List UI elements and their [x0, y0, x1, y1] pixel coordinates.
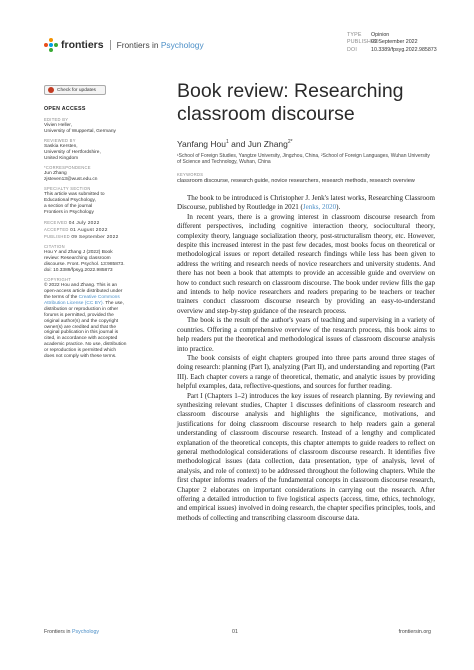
affiliations: ¹School of Foreign Studies, Yangtze University, Jingzhou, China, ²School of Foreign Languages, Wuhan University of Science and Technology, Wuhan, China — [177, 153, 430, 166]
copyright-line: or reproduction is permitted which — [44, 348, 116, 354]
article-header — [177, 76, 435, 185]
logo-divider — [110, 40, 111, 50]
correspondent-name: Jun Zhang — [44, 171, 67, 177]
citation-line: Hou Y and Zhang J (2022) Book — [44, 250, 113, 256]
author-name[interactable]: Yanfang Hou — [177, 139, 226, 149]
editor-name: Vivien Heller, — [44, 122, 72, 128]
meta-type: TYPE Opinion — [347, 32, 390, 38]
frontiers-logo[interactable] — [44, 38, 204, 52]
specialty-line: This article was submitted to — [44, 192, 105, 198]
body-paragraph: Part I (Chapters 1–2) introduces the key issues of research planning. By reviewing and synthesizing relevant studies, Chapter 1 discusses definitions of classroom research and classroom discourse analysis and highlights the significance, motivations, and justifications for doing classroom discourse research to help readers gain a general understanding of classroom discourse research. Instead of a lengthy and complicated explanation of the theoretical concepts, this chapter attempts to guide readers to reflect on general methodological considerations of classroom discourse research. It identifies five methodological issues (data collection, data presentation, type of analysis, level of analysis, and role of context) to be addressed throughout the following chapters. While the first chapter informs readers of the fundamental concepts in classroom discourse research, Chapter 2 elaborates on important considerations in carrying out the research. After offering a detailed introduction to five logistical aspects (access, time, ethics, technology, and empirical issues) involved in doing research, the chapter specifies principles, tools, and methods of collecting and transcribing classroom discourse data. — [177, 391, 435, 522]
copyright-line: cited, in accordance with accepted — [44, 336, 118, 342]
copyright-line: original author(s) and the copyright — [44, 318, 119, 324]
meta-published: PUBLISHED09 September 2022 — [347, 39, 418, 46]
body-paragraph: The book to be introduced is Christopher J. Jenk's latest works, Researching Classroom Discourse, published by Routledge in 2021 (Jenks, 2020). — [177, 194, 435, 212]
editor-affiliation: University of Wuppertal, Germany — [44, 128, 116, 134]
copyright-line: distribution or reproduction in other — [44, 306, 119, 312]
logo-wordmark: frontiers — [61, 39, 104, 51]
body-paragraph: In recent years, there is a growing interest in classroom discourse research from different perspectives, including cognitive interaction theory, sociocultural theory, complexity theory, language socialization theory, post-structuralism theory, etc. However, despite this increased interest in the past few decades, most books focus on theoretical or methodological issues or report detailed research findings while less has been given to address the writing and research needs of novice researchers and university students. And there has not been a book that attempts to provide an accessible guide and overview on how to conduct such research on classroom discourse. The book under review fills the gap and intends to help novice researchers and readers preparing to be teachers or teacher trainers conduct classroom discourse research by providing an easy-to-understand overview and step-by-step guidance of the research process. — [177, 212, 435, 315]
copyright-line: open-access article distributed under — [44, 289, 123, 295]
page-number: 01 — [232, 629, 238, 635]
copyright-heading: COPYRIGHT — [44, 277, 72, 283]
keywords-heading: KEYWORDS — [177, 172, 204, 178]
meta-doi: DOI 10.3389/fpsyg.2022.985873 — [347, 46, 437, 53]
edited-by-heading: EDITED BY — [44, 116, 69, 122]
citation-link[interactable]: Jenks, 2020 — [302, 203, 337, 212]
article-body — [177, 194, 435, 523]
frontiers-logo-icon — [44, 38, 58, 52]
reviewer-line: University of Hertfordshire, — [44, 149, 101, 155]
check-for-updates-button[interactable] — [44, 85, 106, 95]
copyright-line: the terms of the Creative Commons — [44, 294, 120, 300]
copyright-line: forums is permitted, provided the — [44, 312, 114, 318]
citation-line: review: Researching classroom — [44, 256, 111, 262]
specialty-line: Frontiers in Psychology — [44, 210, 94, 216]
specialty-section-heading: SPECIALTY SECTION — [44, 186, 91, 192]
footer-journal: Frontiers in Psychology — [44, 629, 100, 635]
copyright-line: does not comply with these terms. — [44, 354, 117, 360]
author-name[interactable]: Jun Zhang — [247, 139, 288, 149]
cc-license-link[interactable]: Creative Commons — [78, 294, 120, 300]
citation-line: doi: 10.3389/fpsyg.2022.985873 — [44, 267, 113, 273]
dates-block: RECEIVED 04 July 2022 ACCEPTED 01 August 2022 PUBLISHED 09 September 2022 — [44, 220, 119, 240]
body-paragraph: The book consists of eight chapters grouped into three parts around three stages of doing research: planning (Part I), analyzing (Part II), and understanding and reporting (Part III). Each chapter covers a range of theoretical, thematic, and analytic issues by providing helpful examples, data, reflective-questions, and sources for further reading. — [177, 353, 435, 391]
footer-site-link[interactable]: frontiersin.org — [398, 629, 431, 635]
copyright-line: Attribution License (CC BY). The use, — [44, 300, 124, 306]
reviewed-by-heading: REVIEWED BY — [44, 138, 76, 144]
correspondence-heading: *CORRESPONDENCE — [44, 165, 91, 171]
copyright-line: owner(s) are credited and that the — [44, 324, 116, 330]
citation-line: discourse. Front. Psychol. 13:985873. — [44, 261, 125, 267]
article-sidebar — [44, 107, 160, 360]
page-footer — [44, 629, 431, 637]
body-paragraph: The book is the result of the author's years of teaching and supervising in a variety of countries. Offering a comprehensive overview of the research process, this book aims to help readers put the theoretical and methodological issues of classroom discourse analysis into practice. — [177, 316, 435, 353]
article-meta — [347, 32, 437, 54]
citation-heading: CITATION — [44, 244, 65, 250]
copyright-line: © 2022 Hou and Zhang. This is an — [44, 283, 118, 289]
author-list: Yanfang Hou$^1$ and Jun Zhang$^{2*}$ — [177, 139, 293, 149]
reviewer-line: Saskia Kersten, — [44, 144, 78, 150]
correspondent-email[interactable]: zjsteven13@wust.edu.cn — [44, 177, 98, 183]
keywords-list: classroom discourse, research guide, novice researchers, research methods, research overview — [177, 178, 415, 185]
specialty-line: Educational Psychology, — [44, 198, 96, 204]
journal-name: Frontiers in Psychology — [116, 40, 204, 50]
update-check-icon — [48, 87, 54, 93]
copyright-line: academic practice. No use, distribution — [44, 342, 127, 348]
open-access-label: OPEN ACCESS — [44, 106, 86, 112]
copyright-line: original publication in this journal is — [44, 330, 119, 336]
cc-license-link[interactable]: Attribution License (CC BY). — [44, 300, 104, 306]
article-title: Book review: Researching classroom discourse — [177, 80, 404, 125]
specialty-line: a section of the journal — [44, 204, 93, 210]
check-for-updates-label: Check for updates — [57, 87, 96, 93]
reviewer-line: United Kingdom — [44, 155, 79, 161]
